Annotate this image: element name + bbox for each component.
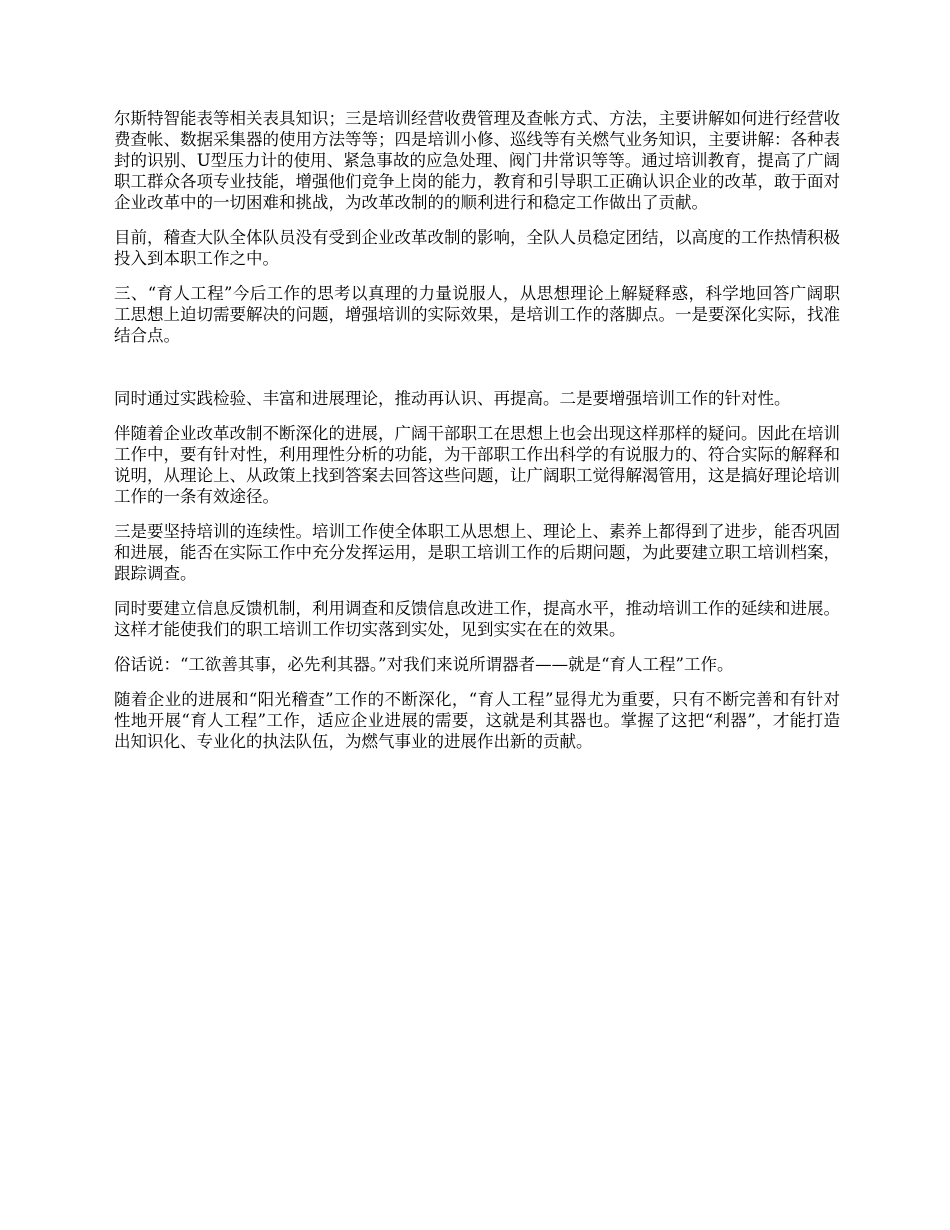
paragraph-practice: 同时通过实践检验、丰富和进展理论，推动再认识、再提高。二是要增强培训工作的针对性。 (114, 389, 791, 408)
paragraph-gap (114, 360, 840, 388)
paragraph-continuity: 三是要坚持培训的连续性。培训工作使全体职工从思想上、理论上、素养上都得到了进步，能否巩固和进展，能否在实际工作中充分发挥运用，是职工培训工作的后期问题，为此要建立职工培训档案，跟踪调查。 (114, 522, 840, 583)
paragraph-training-content: 尔斯特智能表等相关表具知识；三是培训经营收费管理及查帐方式、方法，主要讲解如何进行经营收费查帐、数据采集器的使用方法等等；四是培训小修、巡线等有关燃气业务知识，主要讲解：各种表封的识别、U型压力计的使用、紧急事故的应急处理、阀门井常识等等。通过培训教育，提高了广阔职工群众各项专业技能，增强他们竞争上岗的能力，教育和引导职工正确认识企业的改革，敢于面对企业改革中的一切困难和挑战，为改革改制的的顺利进行和稳定工作做出了贡献。 (114, 109, 840, 212)
paragraph-conclusion: 随着企业的进展和“阳光稽查”工作的不断深化，“育人工程”显得尤为重要，只有不断完善和有针对性地开展“育人工程”工作，适应企业进展的需要，这就是利其器也。掌握了这把“利器”，才能打造出知识化、专业化的执法队伍，为燃气事业的进展作出新的贡献。 (114, 690, 840, 751)
document-body (114, 108, 840, 766)
paragraph-future-thoughts: 三、“育人工程”今后工作的思考以真理的力量说服人，从思想理论上解疑释惑，科学地回答广阔职工思想上迫切需要解决的问题，增强培训的实际效果，是培训工作的落脚点。一是要深化实际，找准结合点。 (114, 284, 840, 345)
paragraph-team-status: 目前，稽查大队全体队员没有受到企业改革改制的影响，全队人员稳定团结，以高度的工作热情积极投入到本职工作之中。 (114, 228, 840, 268)
paragraph-proverb: 俗话说：“工欲善其事，必先利其器。”对我们来说所谓器者——就是“育人工程”工作。 (114, 655, 734, 674)
paragraph-targeted-training: 伴随着企业改革改制不断深化的进展，广阔干部职工在思想上也会出现这样那样的疑问。因此在培训工作中，要有针对性，利用理性分析的功能，为干部职工作出科学的有说服力的、符合实际的解释和说明，从理论上、从政策上找到答案去回答这些问题，让广阔职工觉得解渴管用，这是搞好理论培训工作的一条有效途径。 (114, 424, 840, 506)
paragraph-feedback: 同时要建立信息反馈机制，利用调查和反馈信息改进工作，提高水平，推动培训工作的延续和进展。这样才能使我们的职工培训工作切实落到实处，见到实实在在的效果。 (114, 599, 840, 639)
